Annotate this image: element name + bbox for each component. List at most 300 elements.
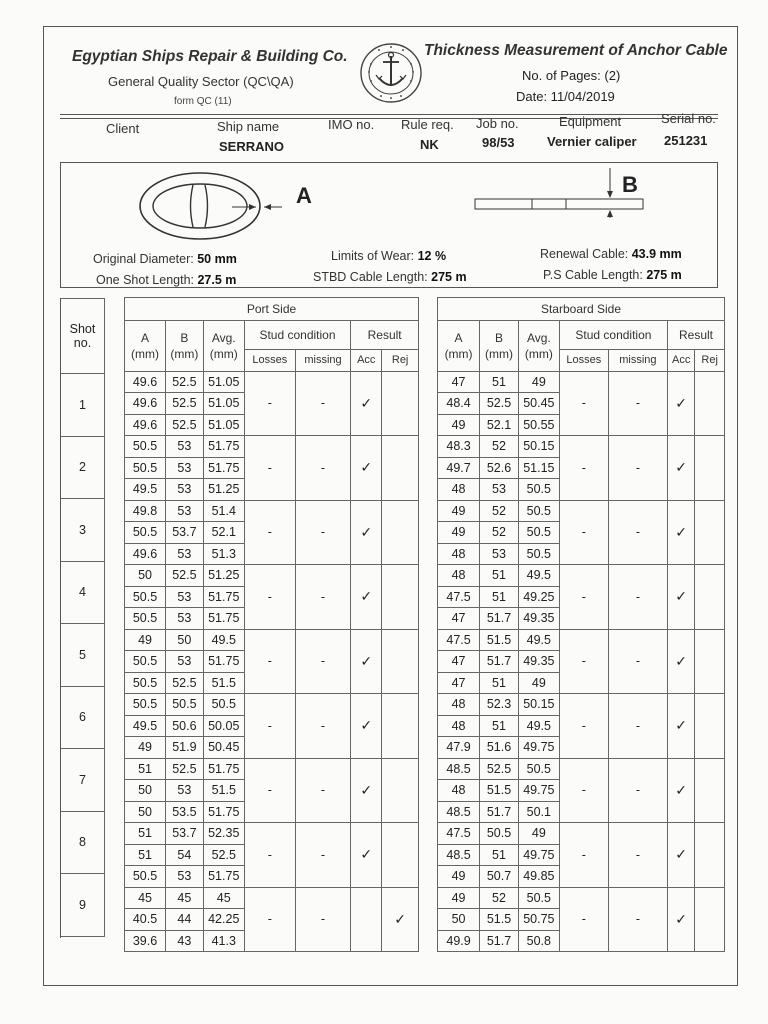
ship-name-label: Ship name <box>217 119 280 134</box>
stbd-value-a: 49 <box>438 866 480 888</box>
port-value-a: 49 <box>125 629 166 651</box>
table-row <box>61 299 105 374</box>
stbd-acc: Acc <box>668 350 695 372</box>
stbd-cable-length-value: 275 m <box>431 270 467 284</box>
stbd-value-b: 52.1 <box>480 414 519 436</box>
port-value-b: 53 <box>166 479 204 501</box>
port-losses-value: - <box>244 565 295 630</box>
port-missing-value: - <box>295 887 350 952</box>
stbd-col-avg <box>518 321 559 372</box>
stbd-rej-mark <box>695 887 725 952</box>
port-value-avg: 51.3 <box>203 543 244 565</box>
table-row <box>438 436 725 458</box>
port-value-avg: 51.75 <box>203 436 244 458</box>
port-value-a: 49 <box>125 737 166 759</box>
stbd-value-b: 51.7 <box>480 608 519 630</box>
stbd-value-a: 47 <box>438 371 480 393</box>
stbd-value-a: 47.9 <box>438 737 480 759</box>
unit-label: (mm) <box>170 346 199 361</box>
port-rej-mark <box>382 823 419 888</box>
stbd-value-avg: 49.25 <box>518 586 559 608</box>
stbd-rej-mark <box>695 823 725 888</box>
port-losses-value: - <box>244 371 295 436</box>
table-row <box>125 823 419 845</box>
port-missing-value: - <box>295 500 350 565</box>
stbd-value-b: 50.5 <box>480 823 519 845</box>
rule-req-value: NK <box>420 137 439 152</box>
port-value-b: 53 <box>166 651 204 673</box>
limits-of-wear-label: Limits of Wear: <box>331 249 415 263</box>
serial-no-value: 251231 <box>664 133 708 148</box>
stbd-losses: Losses <box>559 350 608 372</box>
stbd-value-avg: 49 <box>518 371 559 393</box>
port-acc-mark: ✓ <box>351 758 382 823</box>
port-losses-value: - <box>244 694 295 759</box>
unit-label: (mm) <box>131 346 159 361</box>
port-value-avg: 52.35 <box>203 823 244 845</box>
port-side-table <box>124 297 419 952</box>
table-row <box>125 629 419 651</box>
stbd-cable-length-label: STBD Cable Length: <box>313 270 428 284</box>
ps-cable-length-label: P.S Cable Length: <box>543 268 643 282</box>
port-value-b: 53.7 <box>166 522 204 544</box>
stbd-value-a: 49 <box>438 500 480 522</box>
dimension-a-label: A <box>296 183 312 208</box>
port-rej: Rej <box>382 350 419 372</box>
stbd-rej-mark <box>695 629 725 694</box>
shot-number: 5 <box>61 624 105 687</box>
one-shot-length-value: 27.5 m <box>197 273 237 287</box>
port-missing-value: - <box>295 694 350 759</box>
stbd-losses-value: - <box>559 371 608 436</box>
table-row <box>125 436 419 458</box>
port-value-a: 49.5 <box>125 715 166 737</box>
shot-number: 3 <box>61 499 105 562</box>
shot-number: 4 <box>61 561 105 624</box>
stbd-rej: Rej <box>695 350 725 372</box>
port-value-b: 54 <box>166 844 204 866</box>
stbd-missing-value: - <box>608 500 667 565</box>
original-diameter-value: 50 mm <box>197 252 237 266</box>
limits-of-wear <box>331 249 446 263</box>
port-rej-mark: ✓ <box>382 887 419 952</box>
stbd-losses-value: - <box>559 887 608 952</box>
stbd-col-b <box>480 321 519 372</box>
stbd-value-avg: 49.75 <box>518 780 559 802</box>
stbd-value-avg: 50.5 <box>518 500 559 522</box>
stbd-value-b: 51.7 <box>480 801 519 823</box>
stbd-rej-mark <box>695 500 725 565</box>
stbd-value-b: 51 <box>480 586 519 608</box>
port-value-avg: 49.5 <box>203 629 244 651</box>
client-label: Client <box>106 121 140 136</box>
stbd-value-avg: 50.75 <box>518 909 559 931</box>
stbd-missing-value: - <box>608 629 667 694</box>
port-value-a: 49.6 <box>125 543 166 565</box>
port-acc-mark <box>351 887 382 952</box>
stbd-value-b: 52.5 <box>480 393 519 415</box>
port-value-avg: 51.25 <box>203 479 244 501</box>
port-value-b: 52.5 <box>166 393 204 415</box>
stbd-value-b: 51 <box>480 672 519 694</box>
one-shot-length <box>96 273 236 287</box>
stbd-value-a: 48.5 <box>438 844 480 866</box>
original-diameter-label: Original Diameter: <box>93 252 194 266</box>
port-rej-mark <box>382 629 419 694</box>
port-value-b: 53 <box>166 866 204 888</box>
port-value-a: 50.5 <box>125 522 166 544</box>
rule-req-label: Rule req. <box>401 117 454 132</box>
original-diameter <box>93 252 237 266</box>
port-value-a: 50 <box>125 565 166 587</box>
stbd-missing: missing <box>608 350 667 372</box>
stbd-losses-value: - <box>559 694 608 759</box>
stbd-acc-mark: ✓ <box>668 823 695 888</box>
port-value-avg: 51.75 <box>203 457 244 479</box>
stbd-value-avg: 49.75 <box>518 737 559 759</box>
port-rej-mark <box>382 758 419 823</box>
port-value-b: 53 <box>166 457 204 479</box>
port-value-a: 50.5 <box>125 436 166 458</box>
col-avg-label: Avg. <box>211 330 236 345</box>
company-seal-logo <box>359 42 423 104</box>
port-value-avg: 42.25 <box>203 909 244 931</box>
port-acc-mark: ✓ <box>351 436 382 501</box>
table-row <box>125 565 419 587</box>
stbd-losses-value: - <box>559 823 608 888</box>
port-value-b: 52.5 <box>166 672 204 694</box>
port-value-a: 51 <box>125 844 166 866</box>
stbd-missing-value: - <box>608 694 667 759</box>
stbd-value-a: 49.9 <box>438 930 480 952</box>
port-value-avg: 50.05 <box>203 715 244 737</box>
one-shot-length-label: One Shot Length: <box>96 273 194 287</box>
stbd-value-b: 53 <box>480 479 519 501</box>
stbd-value-a: 48.3 <box>438 436 480 458</box>
stbd-value-a: 47.5 <box>438 629 480 651</box>
table-row <box>61 874 105 937</box>
imo-label: IMO no. <box>328 117 375 132</box>
stbd-value-avg: 50.5 <box>518 522 559 544</box>
col-b-label: B <box>494 330 503 345</box>
stbd-value-a: 50 <box>438 909 480 931</box>
table-row <box>61 624 105 687</box>
quality-sector: General Quality Sector (QC\QA) <box>108 74 294 89</box>
stbd-value-avg: 50.15 <box>518 436 559 458</box>
port-value-a: 50.5 <box>125 866 166 888</box>
port-value-b: 50.5 <box>166 694 204 716</box>
port-value-b: 52.5 <box>166 371 204 393</box>
port-missing-value: - <box>295 371 350 436</box>
port-value-b: 53 <box>166 780 204 802</box>
stbd-value-avg: 49.75 <box>518 844 559 866</box>
port-value-avg: 52.1 <box>203 522 244 544</box>
port-value-avg: 51.05 <box>203 414 244 436</box>
port-acc-mark: ✓ <box>351 629 382 694</box>
port-value-b: 52.5 <box>166 565 204 587</box>
stbd-value-b: 52 <box>480 887 519 909</box>
port-value-a: 49.6 <box>125 371 166 393</box>
stbd-value-avg: 50.5 <box>518 758 559 780</box>
stbd-value-a: 47.5 <box>438 586 480 608</box>
port-missing-value: - <box>295 823 350 888</box>
stbd-value-avg: 49.5 <box>518 565 559 587</box>
port-value-b: 50 <box>166 629 204 651</box>
port-losses-value: - <box>244 436 295 501</box>
port-value-avg: 51.75 <box>203 608 244 630</box>
port-value-avg: 51.4 <box>203 500 244 522</box>
stbd-value-avg: 51.15 <box>518 457 559 479</box>
ps-cable-length-value: 275 m <box>646 268 682 282</box>
port-value-avg: 52.5 <box>203 844 244 866</box>
port-rej-mark <box>382 565 419 630</box>
stbd-value-a: 48.5 <box>438 758 480 780</box>
equipment-label: Equipment <box>559 114 622 129</box>
port-missing-value: - <box>295 758 350 823</box>
stbd-value-b: 51 <box>480 844 519 866</box>
stbd-acc-mark: ✓ <box>668 629 695 694</box>
port-value-b: 53.7 <box>166 823 204 845</box>
stbd-value-a: 47 <box>438 608 480 630</box>
stbd-value-b: 52.6 <box>480 457 519 479</box>
table-row <box>61 374 105 437</box>
port-acc-mark: ✓ <box>351 694 382 759</box>
col-avg-label: Avg. <box>526 330 551 345</box>
stbd-value-avg: 49.35 <box>518 651 559 673</box>
port-value-avg: 51.75 <box>203 651 244 673</box>
stbd-value-b: 52 <box>480 500 519 522</box>
stbd-value-b: 50.7 <box>480 866 519 888</box>
stbd-acc-mark: ✓ <box>668 694 695 759</box>
table-row <box>438 629 725 651</box>
shot-number-column <box>60 298 105 937</box>
port-stud-condition: Stud condition <box>244 321 350 350</box>
table-row <box>125 371 419 393</box>
stbd-value-b: 51.6 <box>480 737 519 759</box>
stbd-value-b: 53 <box>480 543 519 565</box>
port-col-b <box>166 321 204 372</box>
stbd-value-avg: 50.45 <box>518 393 559 415</box>
port-value-b: 52.5 <box>166 414 204 436</box>
renewal-cable-value: 43.9 mm <box>631 247 682 261</box>
stbd-value-avg: 50.15 <box>518 694 559 716</box>
renewal-cable <box>540 247 682 261</box>
port-value-a: 49.6 <box>125 414 166 436</box>
shot-number: 6 <box>61 686 105 749</box>
col-b-label: B <box>180 330 189 345</box>
table-row <box>438 823 725 845</box>
stbd-cable-length <box>313 270 467 284</box>
stbd-value-avg: 49 <box>518 823 559 845</box>
port-missing: missing <box>295 350 350 372</box>
ps-cable-length <box>543 268 682 282</box>
dimension-b-label: B <box>622 172 638 197</box>
port-value-a: 51 <box>125 758 166 780</box>
port-value-b: 50.6 <box>166 715 204 737</box>
stbd-losses-value: - <box>559 436 608 501</box>
port-value-avg: 51.05 <box>203 371 244 393</box>
stbd-rej-mark <box>695 694 725 759</box>
table-row <box>438 758 725 780</box>
port-losses-value: - <box>244 629 295 694</box>
port-losses-value: - <box>244 823 295 888</box>
port-value-a: 49.6 <box>125 393 166 415</box>
document-date: Date: 11/04/2019 <box>516 89 615 104</box>
port-value-a: 49.5 <box>125 479 166 501</box>
stbd-losses-value: - <box>559 629 608 694</box>
renewal-cable-label: Renewal Cable: <box>540 247 629 261</box>
port-acc-mark: ✓ <box>351 823 382 888</box>
stbd-rej-mark <box>695 565 725 630</box>
stbd-value-avg: 50.5 <box>518 887 559 909</box>
unit-label: (mm) <box>524 346 553 361</box>
stbd-value-a: 47 <box>438 672 480 694</box>
port-value-b: 53.5 <box>166 801 204 823</box>
col-a-label: A <box>454 330 463 345</box>
stbd-missing-value: - <box>608 565 667 630</box>
port-col-a <box>125 321 166 372</box>
table-row <box>61 686 105 749</box>
table-row <box>125 694 419 716</box>
shot-number: 8 <box>61 811 105 874</box>
stbd-value-a: 49.7 <box>438 457 480 479</box>
stbd-value-a: 47 <box>438 651 480 673</box>
stbd-value-avg: 50.5 <box>518 479 559 501</box>
port-value-a: 49.8 <box>125 500 166 522</box>
port-col-avg <box>203 321 244 372</box>
shot-number: 1 <box>61 374 105 437</box>
port-value-b: 43 <box>166 930 204 952</box>
stbd-losses-value: - <box>559 500 608 565</box>
form-code: form QC (11) <box>174 96 232 107</box>
port-value-b: 45 <box>166 887 204 909</box>
stbd-value-a: 47.5 <box>438 823 480 845</box>
stbd-value-a: 48 <box>438 479 480 501</box>
table-row <box>61 499 105 562</box>
table-row <box>61 749 105 812</box>
unit-label: (mm) <box>484 346 513 361</box>
limits-of-wear-value: 12 % <box>417 249 447 263</box>
table-row <box>438 500 725 522</box>
stbd-value-avg: 49.35 <box>518 608 559 630</box>
starboard-side-table <box>437 297 725 952</box>
stbd-value-avg: 50.8 <box>518 930 559 952</box>
stbd-value-avg: 50.5 <box>518 543 559 565</box>
port-losses: Losses <box>244 350 295 372</box>
port-value-b: 53 <box>166 608 204 630</box>
port-rej-mark <box>382 436 419 501</box>
stbd-missing-value: - <box>608 436 667 501</box>
port-acc: Acc <box>351 350 382 372</box>
port-value-avg: 51.25 <box>203 565 244 587</box>
port-value-avg: 51.05 <box>203 393 244 415</box>
stbd-value-avg: 49 <box>518 672 559 694</box>
stbd-missing-value: - <box>608 887 667 952</box>
job-no-value: 98/53 <box>482 135 515 150</box>
port-value-avg: 51.75 <box>203 758 244 780</box>
stbd-acc-mark: ✓ <box>668 887 695 952</box>
port-value-a: 50.5 <box>125 694 166 716</box>
stbd-missing-value: - <box>608 758 667 823</box>
port-value-b: 52.5 <box>166 758 204 780</box>
port-value-a: 50.5 <box>125 608 166 630</box>
port-rej-mark <box>382 694 419 759</box>
stbd-value-a: 48 <box>438 780 480 802</box>
stbd-value-avg: 50.1 <box>518 801 559 823</box>
stbd-value-a: 48.4 <box>438 393 480 415</box>
table-row <box>125 758 419 780</box>
table-row <box>125 887 419 909</box>
unit-label: (mm) <box>209 346 238 361</box>
stbd-value-a: 48.5 <box>438 801 480 823</box>
company-name: Egyptian Ships Repair & Building Co. <box>72 48 348 65</box>
port-value-avg: 51.5 <box>203 780 244 802</box>
port-missing-value: - <box>295 565 350 630</box>
stbd-result: Result <box>668 321 725 350</box>
port-value-b: 44 <box>166 909 204 931</box>
stbd-value-avg: 49.85 <box>518 866 559 888</box>
stbd-value-b: 51 <box>480 371 519 393</box>
table-left-border <box>60 298 61 938</box>
port-value-avg: 41.3 <box>203 930 244 952</box>
stbd-value-avg: 49.5 <box>518 629 559 651</box>
shot-number: 7 <box>61 749 105 812</box>
table-row <box>438 694 725 716</box>
port-value-a: 50.5 <box>125 586 166 608</box>
port-value-avg: 50.5 <box>203 694 244 716</box>
port-value-avg: 45 <box>203 887 244 909</box>
page-count: No. of Pages: (2) <box>522 68 621 83</box>
equipment-value: Vernier caliper <box>547 134 637 149</box>
stbd-value-b: 52 <box>480 436 519 458</box>
serial-no-label: Serial no. <box>661 111 716 126</box>
table-row <box>61 811 105 874</box>
port-value-a: 45 <box>125 887 166 909</box>
port-value-avg: 51.75 <box>203 586 244 608</box>
stbd-acc-mark: ✓ <box>668 565 695 630</box>
stbd-acc-mark: ✓ <box>668 758 695 823</box>
stbd-col-a <box>438 321 480 372</box>
port-value-a: 50.5 <box>125 457 166 479</box>
stbd-value-avg: 49.5 <box>518 715 559 737</box>
col-a-label: A <box>141 330 150 345</box>
port-losses-value: - <box>244 887 295 952</box>
stbd-missing-value: - <box>608 371 667 436</box>
port-value-a: 50.5 <box>125 672 166 694</box>
port-rej-mark <box>382 500 419 565</box>
stbd-value-b: 51.7 <box>480 930 519 952</box>
port-value-avg: 51.75 <box>203 866 244 888</box>
port-value-avg: 51.5 <box>203 672 244 694</box>
stbd-value-a: 48 <box>438 694 480 716</box>
shot-no-header: Shot no. <box>61 299 105 374</box>
ship-name-value: SERRANO <box>219 139 285 154</box>
stbd-value-b: 52.5 <box>480 758 519 780</box>
port-losses-value: - <box>244 758 295 823</box>
stbd-missing-value: - <box>608 823 667 888</box>
stbd-value-b: 52.3 <box>480 694 519 716</box>
stbd-value-b: 51 <box>480 715 519 737</box>
table-row <box>61 436 105 499</box>
port-value-b: 51.9 <box>166 737 204 759</box>
port-acc-mark: ✓ <box>351 371 382 436</box>
stbd-rej-mark <box>695 436 725 501</box>
port-result: Result <box>351 321 419 350</box>
stbd-value-a: 49 <box>438 414 480 436</box>
table-row <box>438 371 725 393</box>
port-value-avg: 51.75 <box>203 801 244 823</box>
port-value-a: 40.5 <box>125 909 166 931</box>
